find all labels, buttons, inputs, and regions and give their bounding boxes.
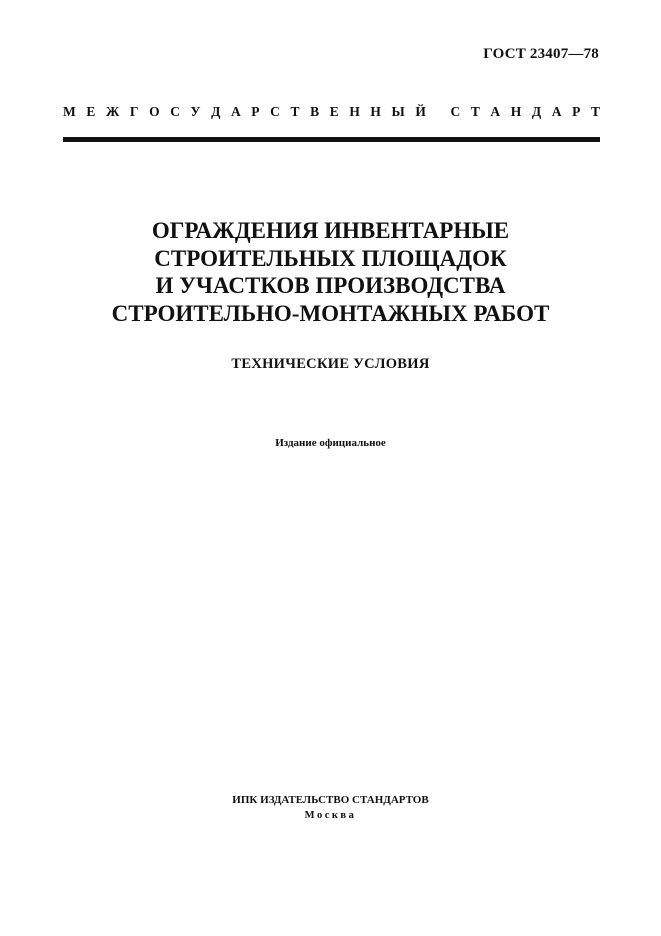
standard-type-heading: М Е Ж Г О С У Д А Р С Т В Е Н Н Ы Й С Т А Н Д А Р Т [63, 104, 600, 119]
header-divider [63, 137, 600, 142]
document-title [0, 217, 661, 327]
publisher-city: Москва [304, 810, 357, 821]
document-subtitle: ТЕХНИЧЕСКИЕ УСЛОВИЯ [231, 356, 430, 372]
publisher-name: ИПК ИЗДАТЕЛЬСТВО СТАНДАРТОВ [232, 794, 429, 806]
title-line-2: СТРОИТЕЛЬНЫХ ПЛОЩАДОК [154, 245, 507, 271]
edition-note: Издание официальное [275, 437, 386, 449]
title-line-4: СТРОИТЕЛЬНО-МОНТАЖНЫХ РАБОТ [111, 300, 550, 326]
title-line-1: ОГРАЖДЕНИЯ ИНВЕНТАРНЫЕ [151, 218, 510, 243]
title-line-3: И УЧАСТКОВ ПРОИЗВОДСТВА [155, 273, 506, 298]
document-code: ГОСТ 23407—78 [483, 46, 599, 62]
